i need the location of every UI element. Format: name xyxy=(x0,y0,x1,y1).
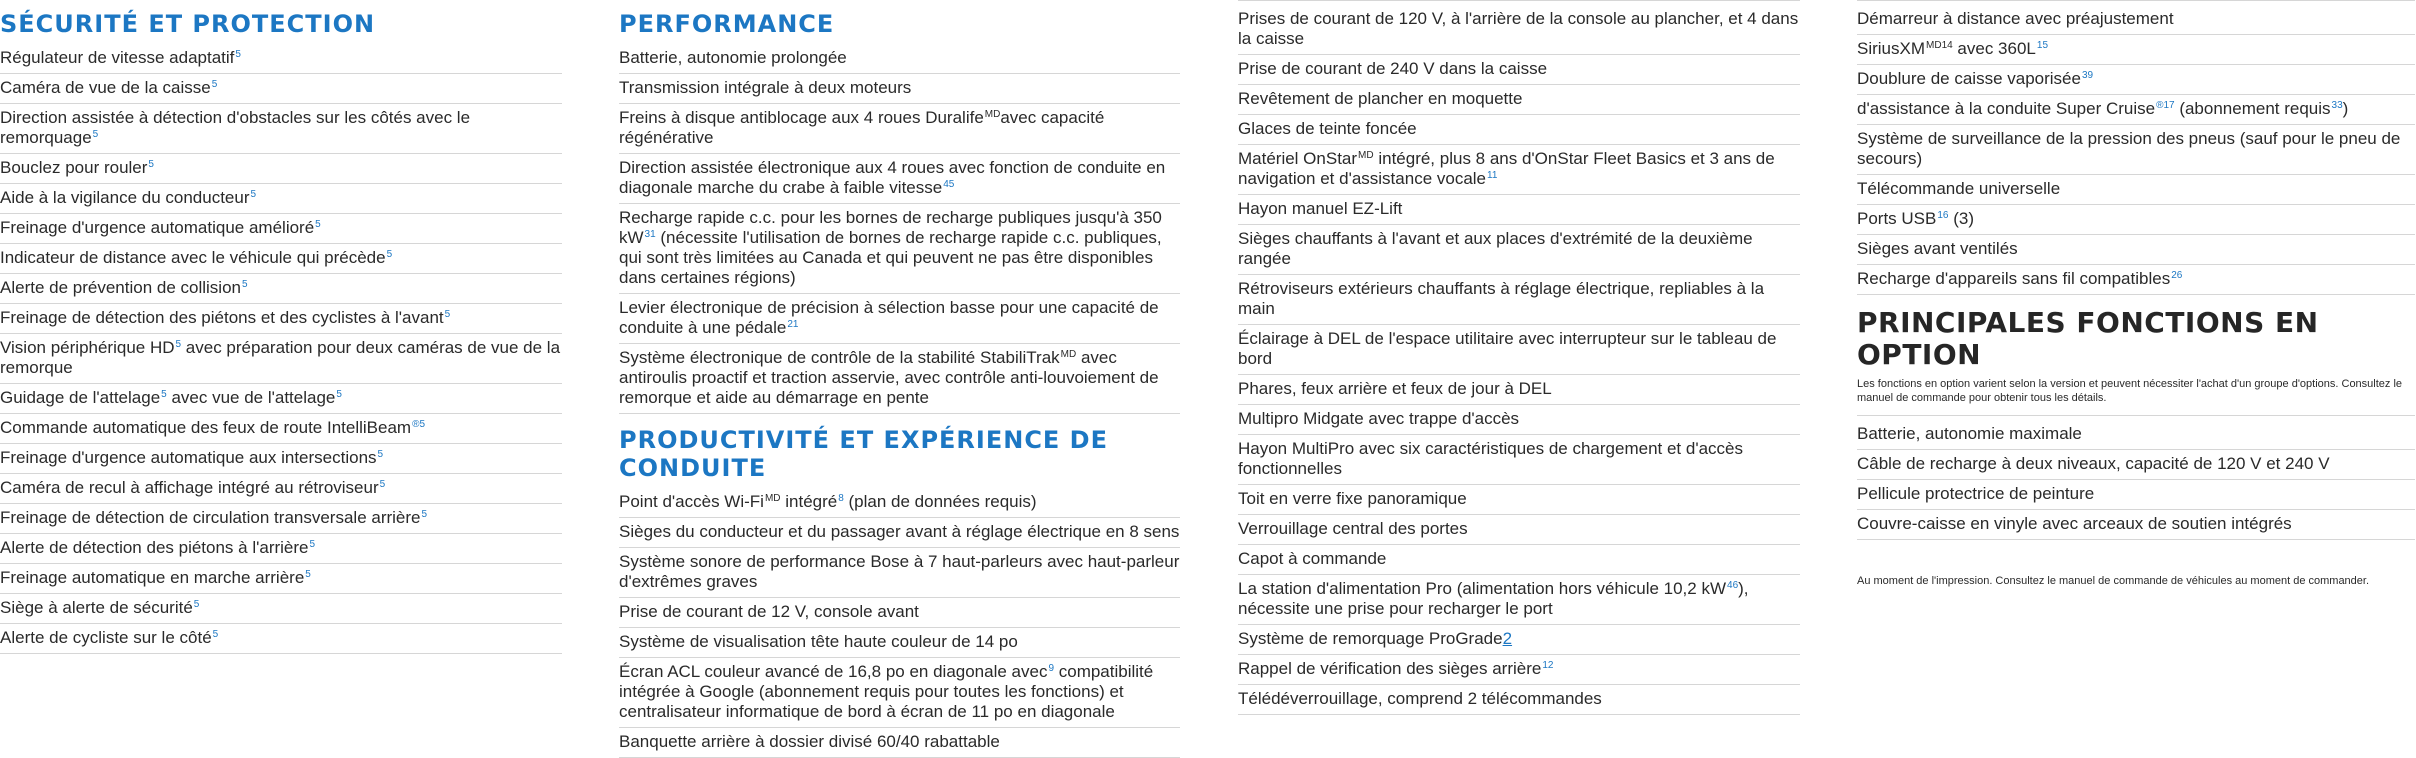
feature-item xyxy=(619,728,1180,758)
footnote-marker: 5 xyxy=(175,339,182,350)
features-list-4 xyxy=(1857,0,2415,295)
feature-item xyxy=(619,294,1180,344)
feature-item xyxy=(619,74,1180,104)
footnote-marker: 5 xyxy=(148,159,154,170)
footnote-marker: ®17 xyxy=(2156,100,2175,111)
feature-text: intégré, plus 8 ans d'OnStar Fleet Basics et 3 ans de navigation et d'assistance vocale xyxy=(1238,149,1775,188)
feature-item xyxy=(1238,485,1800,515)
footnote-marker: 5 xyxy=(444,309,451,320)
footnote-marker: 5 xyxy=(421,509,428,520)
feature-text: Freinage d'urgence automatique aux intersections xyxy=(0,448,377,467)
feature-text: Freins à disque antiblocage aux 4 roues Duralife xyxy=(619,108,984,127)
feature-text: Pellicule protectrice de peinture xyxy=(1857,484,2095,503)
feature-text: Capot à commande xyxy=(1238,549,1387,568)
section-title-performance: PERFORMANCE xyxy=(619,10,835,38)
feature-item xyxy=(1238,575,1800,625)
feature-text: Rappel de vérification des sièges arrière xyxy=(1238,659,1542,678)
feature-text: Prise de courant de 12 V, console avant xyxy=(619,602,919,621)
feature-item xyxy=(0,334,562,384)
feature-item xyxy=(619,518,1180,548)
feature-text: Batterie, autonomie prolongée xyxy=(619,48,847,67)
footnote-marker: 5 xyxy=(250,189,257,200)
feature-item xyxy=(1238,115,1800,145)
feature-text: Banquette arrière à dossier divisé 60/40 rabattable xyxy=(619,732,1000,751)
feature-text: Recharge d'appareils sans fil compatibles xyxy=(1857,269,2171,288)
feature-text: Système de visualisation tête haute couleur de 14 po xyxy=(619,632,1018,651)
feature-text: Caméra de vue de la caisse xyxy=(0,78,211,97)
footnote-marker: 26 xyxy=(2171,270,2183,281)
feature-item xyxy=(1238,405,1800,435)
feature-text: Guidage de l'attelage xyxy=(0,388,161,407)
feature-text: Siège à alerte de sécurité xyxy=(0,598,193,617)
footnote-marker: MD xyxy=(1358,150,1374,161)
feature-item xyxy=(0,154,562,184)
feature-text: Freinage de détection de circulation transversale arrière xyxy=(0,508,421,527)
feature-text: La station d'alimentation Pro (alimentation hors véhicule 10,2 kW xyxy=(1238,579,1727,598)
feature-text: Écran ACL couleur avancé de 16,8 po en diagonale avec xyxy=(619,662,1048,681)
feature-item xyxy=(1857,235,2415,265)
feature-item xyxy=(1238,435,1800,485)
feature-text: Indicateur de distance avec le véhicule qui précède xyxy=(0,248,386,267)
section-title-safety: SÉCURITÉ ET PROTECTION xyxy=(0,10,376,38)
feature-item xyxy=(1238,145,1800,195)
feature-text: Câble de recharge à deux niveaux, capacité de 120 V et 240 V xyxy=(1857,454,2330,473)
footnote-marker: 16 xyxy=(1937,210,1949,221)
feature-item xyxy=(1238,515,1800,545)
feature-item xyxy=(0,624,562,654)
feature-text: SiriusXM xyxy=(1857,39,1926,58)
feature-item xyxy=(0,594,562,624)
feature-item xyxy=(1238,325,1800,375)
feature-item xyxy=(619,548,1180,598)
feature-item xyxy=(0,414,562,444)
footnote-link[interactable]: 2 xyxy=(1502,629,1513,648)
feature-text: Levier électronique de précision à sélection basse pour une capacité de conduite à une pédale xyxy=(619,298,1159,337)
feature-item xyxy=(619,204,1180,294)
feature-text: Direction assistée électronique aux 4 roues avec fonction de conduite en diagonale marche du crabe à faible vitesse xyxy=(619,158,1166,197)
feature-text: Démarreur à distance avec préajustement xyxy=(1857,9,2174,28)
feature-text: compatibilité intégrée à Google (abonnement requis pour toutes les fonctions) et centralisateur informatique de bord à écran de 11 po en diagonale xyxy=(619,662,1154,721)
features-list-3 xyxy=(1238,0,1800,715)
feature-text: avec antiroulis proactif et traction asservie, avec contrôle anti-louvoiement de remorque et aide au démarrage en pente xyxy=(619,348,1159,407)
feature-item xyxy=(1857,450,2415,480)
feature-item xyxy=(1238,0,1800,55)
feature-item xyxy=(0,384,562,414)
feature-item xyxy=(1238,85,1800,115)
footnote-marker: 45 xyxy=(943,179,955,190)
feature-text: Transmission intégrale à deux moteurs xyxy=(619,78,912,97)
footnote-marker: 5 xyxy=(212,629,219,640)
features-column-3 xyxy=(1238,0,1800,715)
feature-item xyxy=(0,244,562,274)
footnote-marker: 5 xyxy=(309,539,316,550)
feature-text: Sièges chauffants à l'avant et aux places d'extrémité de la deuxième rangée xyxy=(1238,229,1753,268)
feature-text: Prises de courant de 120 V, à l'arrière de la console au plancher, et 4 dans la caisse xyxy=(1238,9,1799,48)
feature-text: Système électronique de contrôle de la stabilité StabiliTrak xyxy=(619,348,1060,367)
feature-item xyxy=(1238,225,1800,275)
feature-text: Sièges avant ventilés xyxy=(1857,239,2018,258)
feature-text: Régulateur de vitesse adaptatif xyxy=(0,48,235,67)
safety-list xyxy=(0,44,562,654)
footnote-marker: 21 xyxy=(787,319,799,330)
feature-text: avec préparation pour deux caméras de vue de la remorque xyxy=(0,338,561,377)
footnote-marker: 5 xyxy=(379,479,386,490)
feature-item xyxy=(0,274,562,304)
feature-item xyxy=(1857,125,2415,175)
feature-text: Alerte de prévention de collision xyxy=(0,278,241,297)
feature-item xyxy=(0,534,562,564)
feature-text: Freinage de détection des piétons et des cyclistes à l'avant xyxy=(0,308,444,327)
feature-item xyxy=(1857,480,2415,510)
footnote-marker: 11 xyxy=(1487,170,1498,181)
feature-text: Freinage automatique en marche arrière xyxy=(0,568,305,587)
feature-text: Hayon manuel EZ-Lift xyxy=(1238,199,1403,218)
footnote-marker: MD xyxy=(1060,349,1077,360)
feature-item xyxy=(619,104,1180,154)
footnote-marker: 5 xyxy=(336,389,342,400)
feature-item xyxy=(1857,415,2415,450)
feature-text: Doublure de caisse vaporisée xyxy=(1857,69,2081,88)
footnote-marker: 15 xyxy=(2036,40,2049,51)
feature-text: Télécommande universelle xyxy=(1857,179,2061,198)
feature-item xyxy=(1857,0,2415,35)
feature-text: Couvre-caisse en vinyle avec arceaux de soutien intégrés xyxy=(1857,514,2292,533)
feature-text: (abonnement requis xyxy=(2174,99,2331,118)
footnote-marker: 5 xyxy=(211,79,218,90)
footnote-marker: 5 xyxy=(161,389,167,400)
feature-text: Toit en verre fixe panoramique xyxy=(1238,489,1467,508)
feature-text: Éclairage à DEL de l'espace utilitaire avec interrupteur sur le tableau de bord xyxy=(1238,329,1777,368)
section-title-options: PRINCIPALES FONCTIONS EN OPTION xyxy=(1857,306,2319,371)
feature-text: Glaces de teinte foncée xyxy=(1238,119,1417,138)
footnote-marker: 33 xyxy=(2331,100,2343,111)
footnote-marker: 5 xyxy=(193,599,200,610)
safety-column xyxy=(0,0,562,654)
feature-text: Verrouillage central des portes xyxy=(1238,519,1468,538)
feature-item xyxy=(619,628,1180,658)
feature-text: Système de remorquage ProGrade xyxy=(1238,629,1503,648)
feature-text: (3) xyxy=(1948,209,1974,228)
feature-text: (plan de données requis) xyxy=(843,492,1037,511)
feature-text: ) xyxy=(2342,99,2349,118)
footnote-marker: MD14 xyxy=(1926,40,1953,51)
feature-text: avec capacité régénérative xyxy=(619,108,1105,147)
feature-text: Point d'accès Wi-Fi xyxy=(619,492,764,511)
feature-item xyxy=(1238,685,1800,715)
feature-text: d'assistance à la conduite Super Cruise xyxy=(1857,99,2156,118)
feature-text: Télédéverrouillage, comprend 2 télécommandes xyxy=(1238,689,1602,708)
feature-item xyxy=(1238,55,1800,85)
feature-text: Freinage d'urgence automatique amélioré xyxy=(0,218,315,237)
performance-column xyxy=(619,0,1180,758)
feature-item xyxy=(619,44,1180,74)
feature-item xyxy=(1238,655,1800,685)
feature-text: Recharge rapide c.c. pour les bornes de recharge publiques jusqu'à 350 kW xyxy=(619,208,1162,247)
feature-item xyxy=(1857,510,2415,540)
feature-item xyxy=(1857,265,2415,295)
feature-text: Batterie, autonomie maximale xyxy=(1857,424,2082,443)
feature-text: Multipro Midgate avec trappe d'accès xyxy=(1238,409,1520,428)
feature-item xyxy=(1238,195,1800,225)
footnote-marker: 5 xyxy=(235,49,241,60)
feature-text: Ports USB xyxy=(1857,209,1937,228)
section-title-productivity: PRODUCTIVITÉ ET EXPÉRIENCE DE CONDUITE xyxy=(619,426,1108,482)
feature-text: Caméra de recul à affichage intégré au rétroviseur xyxy=(0,478,379,497)
feature-text: Direction assistée à détection d'obstacles sur les côtés avec le remorquage xyxy=(0,108,471,147)
footnote-marker: 12 xyxy=(1542,660,1554,671)
feature-item xyxy=(0,564,562,594)
footnote-marker: 5 xyxy=(315,219,321,230)
feature-item xyxy=(0,504,562,534)
feature-item xyxy=(0,444,562,474)
footnote-marker: 5 xyxy=(241,279,248,290)
feature-item xyxy=(0,304,562,334)
print-footnote: Au moment de l'impression. Consultez le manuel de commande de véhicules au moment de commander. xyxy=(1857,575,2370,587)
feature-item xyxy=(1857,175,2415,205)
feature-item xyxy=(1857,205,2415,235)
footnote-marker: 5 xyxy=(305,569,311,580)
feature-text: Système de surveillance de la pression des pneus (sauf pour le pneu de secours) xyxy=(1857,129,2401,168)
feature-item xyxy=(1238,375,1800,405)
footnote-marker: 8 xyxy=(838,493,844,504)
feature-item xyxy=(1238,545,1800,575)
feature-text: ), nécessite une prise pour recharger le port xyxy=(1238,579,1749,618)
feature-item xyxy=(1238,625,1800,655)
feature-item xyxy=(1857,65,2415,95)
options-list xyxy=(1857,415,2415,540)
performance-list xyxy=(619,44,1180,414)
footnote-marker: 5 xyxy=(92,129,99,140)
footnote-marker: 39 xyxy=(2081,70,2094,81)
feature-text: Hayon MultiPro avec six caractéristiques de chargement et d'accès fonctionnelles xyxy=(1238,439,1743,478)
footnote-marker: 46 xyxy=(1727,580,1739,591)
feature-text: Système sonore de performance Bose à 7 haut-parleurs avec haut-parleur d'extrêmes graves xyxy=(619,552,1180,591)
feature-text: Vision périphérique HD xyxy=(0,338,175,357)
feature-item xyxy=(619,658,1180,728)
footnote-marker: 9 xyxy=(1048,663,1055,674)
feature-text: avec vue de l'attelage xyxy=(166,388,336,407)
feature-text: intégré xyxy=(780,492,838,511)
features-column-4 xyxy=(1857,0,2415,588)
footnote-marker: MD xyxy=(764,493,781,504)
footnote-marker: MD xyxy=(984,109,1001,120)
feature-text: Sièges du conducteur et du passager avant à réglage électrique en 8 sens xyxy=(619,522,1180,541)
productivity-list xyxy=(619,488,1180,758)
feature-item xyxy=(619,154,1180,204)
feature-text: Revêtement de plancher en moquette xyxy=(1238,89,1523,108)
footnote-marker: 5 xyxy=(386,249,393,260)
feature-item xyxy=(0,74,562,104)
feature-text: avec 360L xyxy=(1952,39,2036,58)
feature-text: Commande automatique des feux de route IntelliBeam xyxy=(0,418,412,437)
footnote-marker: 5 xyxy=(377,449,384,460)
feature-item xyxy=(1857,95,2415,125)
feature-item xyxy=(0,104,562,154)
options-note: Les fonctions en option varient selon la version et peuvent nécessiter l'achat d'un groupe d'options. Consultez le manuel de commande pour obtenir tous les détails. xyxy=(1857,378,2403,404)
feature-item xyxy=(619,598,1180,628)
feature-text: Alerte de détection des piétons à l'arrière xyxy=(0,538,309,557)
feature-text: Prise de courant de 240 V dans la caisse xyxy=(1238,59,1548,78)
feature-item xyxy=(0,474,562,504)
feature-text: Aide à la vigilance du conducteur xyxy=(0,188,250,207)
footnote-marker: 31 xyxy=(644,229,656,240)
feature-text: Phares, feux arrière et feux de jour à DEL xyxy=(1238,379,1552,398)
feature-text: Rétroviseurs extérieurs chauffants à réglage électrique, repliables à la main xyxy=(1238,279,1765,318)
feature-item xyxy=(1857,35,2415,65)
feature-item xyxy=(0,184,562,214)
feature-item xyxy=(1238,275,1800,325)
feature-item xyxy=(0,44,562,74)
feature-item xyxy=(619,488,1180,518)
feature-item xyxy=(619,344,1180,414)
footnote-marker: ®5 xyxy=(412,419,426,430)
feature-text: Bouclez pour rouler xyxy=(0,158,148,177)
feature-text: Matériel OnStar xyxy=(1238,149,1358,168)
feature-text: Alerte de cycliste sur le côté xyxy=(0,628,212,647)
feature-text: (nécessite l'utilisation de bornes de recharge rapide c.c. publiques, qui sont très limitées au Canada et qui peuvent ne pas être disponibles dans certaines régions) xyxy=(619,228,1162,287)
feature-item xyxy=(0,214,562,244)
